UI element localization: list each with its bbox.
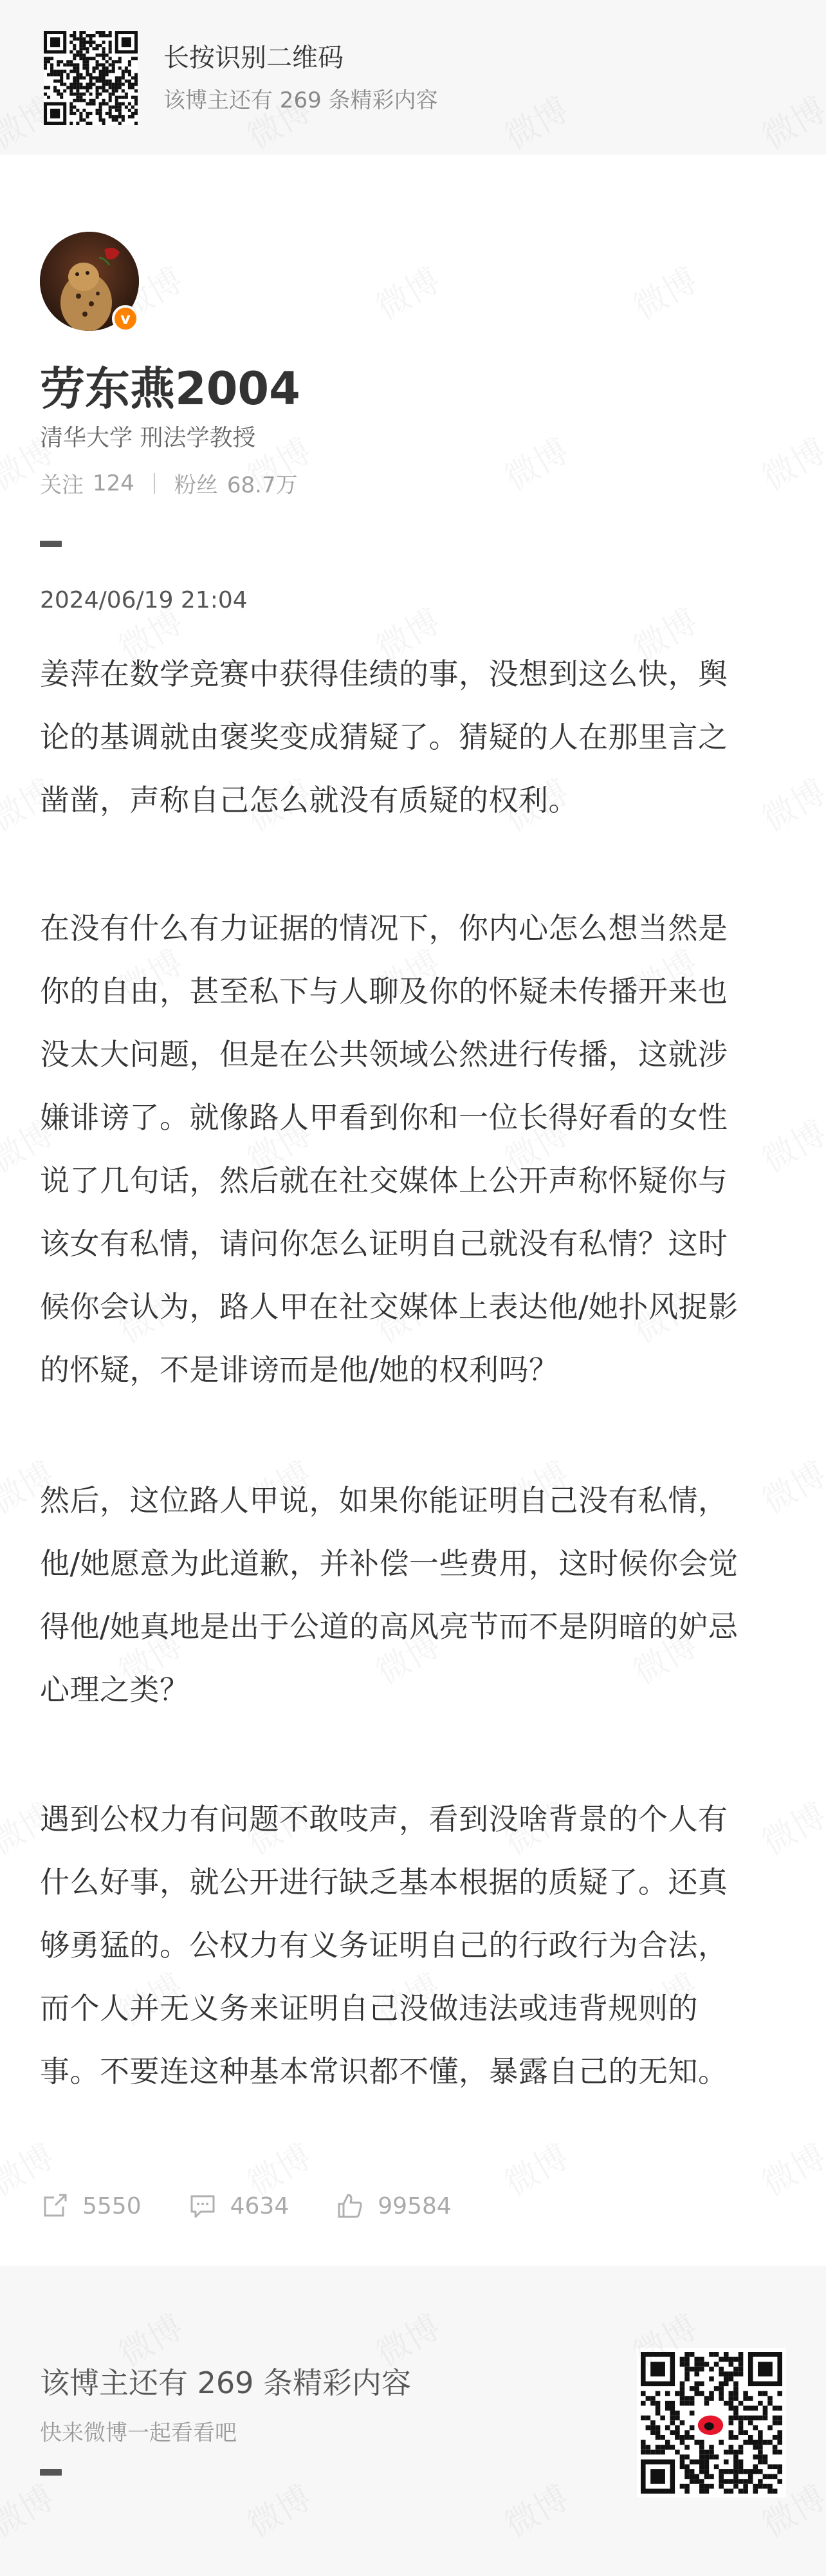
qr-code-icon[interactable] [44,31,138,125]
comment-count: 4634 [230,2192,289,2219]
comment-button[interactable] [188,2191,289,2221]
weibo-qr-code-icon[interactable] [637,2348,786,2497]
post-line: 在没有什么有力证据的情况下，你内心怎么想当然是 [40,911,728,946]
post-line: 然后，这位路人甲说，如果你能证明自己没有私情， [40,1483,728,1518]
qr-header-title: 长按识别二维码 [163,43,344,73]
post-line: 够勇猛的。公权力有义务证明自己的行政行为合法， [40,1928,728,1963]
repost-count: 5550 [82,2192,142,2219]
like-count: 99584 [378,2192,452,2219]
post-line: 姜萍在数学竞赛中获得佳绩的事，没想到这么快，舆 [40,657,728,691]
footer-divider-mark [40,2469,62,2476]
post-line: 嫌诽谤了。就像路人甲看到你和一位长得好看的女性 [40,1100,728,1135]
followers-count[interactable]: 68.7万 [226,472,298,498]
post-paragraph [40,1469,786,1721]
post-line: 你的自由，甚至私下与人聊及你的怀疑未传播开来也 [40,974,728,1009]
stats-divider [154,473,155,494]
following-label: 关注 [40,472,84,498]
post-line: 得他/她真地是出于公道的高风亮节而不是阴暗的妒忌 [40,1609,739,1644]
post-actions [40,2191,498,2221]
watermark-text [623,254,705,329]
post-line: 说了几句话，然后就在社交媒体上公开声称怀疑你与 [40,1163,728,1198]
post-line: 什么好事，就公开进行缺乏基本根据的质疑了。还真 [40,1865,728,1899]
watermark-text [751,2130,826,2205]
qr-header-subtitle: 该博主还有 269 条精彩内容 [163,88,438,113]
post-line: 的怀疑，不是诽谤而是他/她的权利吗？ [40,1352,559,1387]
post-line: 而个人并无义务来证明自己没做违法或违背规则的 [40,1991,698,2026]
comment-icon [188,2191,217,2221]
post-paragraph [40,1787,786,2103]
post-line: 论的基调就由褒奖变成猜疑了。猜疑的人在那里言之 [40,720,728,754]
post-line: 事。不要连这种基本常识都不懂，暴露自己的无知。 [40,2054,728,2089]
watermark-text [365,254,448,329]
thumbs-up-icon [335,2191,365,2221]
like-button[interactable] [335,2191,452,2221]
post-line: 没太大问题，但是在公共领域公然进行传播，这就涉 [40,1037,728,1072]
post-date: 2024/06/19 21:04 [40,587,248,613]
post-line: 心理之类？ [40,1672,190,1707]
post-line: 遇到公权力有问题不敢吱声，看到没啥背景的个人有 [40,1802,728,1836]
profile-bio: 清华大学 刑法学教授 [40,425,256,451]
footer-subtitle: 快来微博一起看看吧 [40,2420,237,2446]
post-paragraph [40,897,786,1401]
watermark-text [751,424,826,499]
following-count[interactable]: 124 [93,470,134,496]
post-paragraph [40,642,786,832]
post-line: 候你会认为，路人甲在社交媒体上表达他/她扑风捉影 [40,1289,739,1324]
verified-badge-icon: v [112,305,139,332]
followers-label: 粉丝 [174,472,218,498]
footer-title: 该博主还有 269 条精彩内容 [40,2366,412,2400]
repost-icon [40,2191,69,2221]
post-line: 他/她愿意为此道歉，并补偿一些费用，这时候你会觉 [40,1546,739,1581]
profile-stats [40,467,298,499]
watermark-text [494,2130,576,2205]
repost-button[interactable] [40,2191,142,2221]
divider-mark [40,541,62,547]
post-line: 凿凿，声称自己怎么就没有质疑的权利。 [40,783,578,817]
post-line: 该女有私情，请问你怎么证明自己就没有私情？这时 [40,1226,728,1261]
watermark-text [494,424,576,499]
username[interactable]: 劳东燕2004 [40,362,300,415]
